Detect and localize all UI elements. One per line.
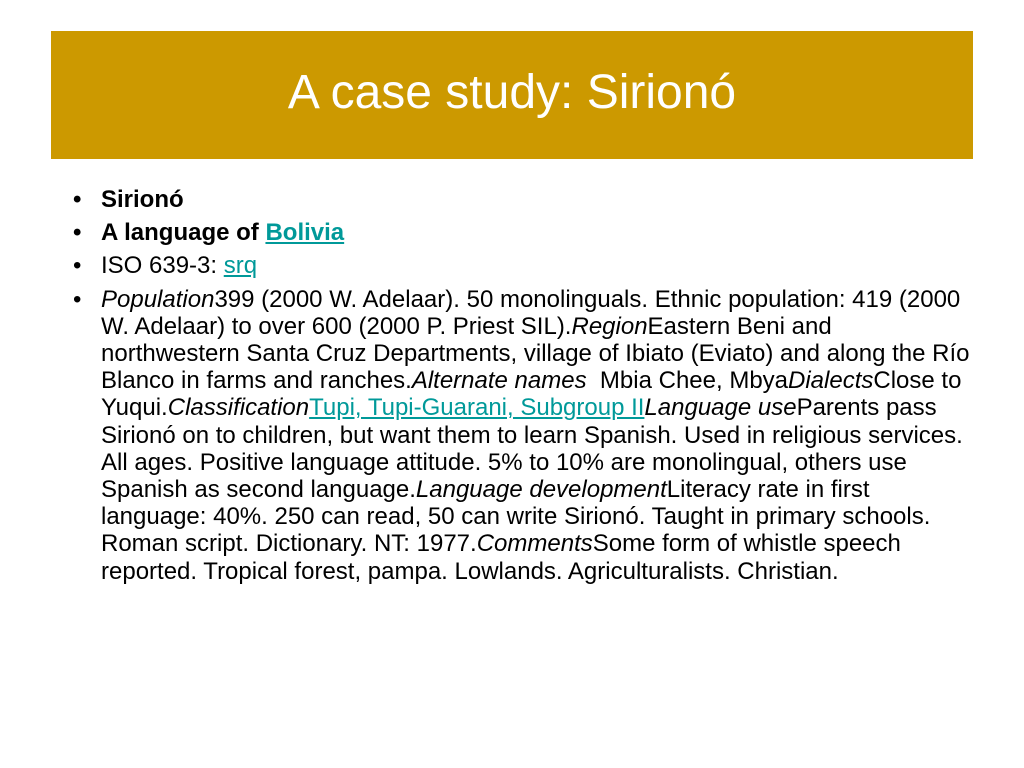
population-text: 399 (2000 W. Adelaar). 50 monolinguals. Ethnic population: 419 (2000 W. Adelaar) to over 600 (2000 P. Priest SIL). <box>101 285 961 340</box>
title-bar <box>51 31 973 159</box>
comments-text: Some form of whistle speech reported. Tropical forest, pampa. Lowlands. Agriculturalists. Christian. <box>101 530 901 585</box>
language-development-text: Literacy rate in first language: 40%. 250 can read, 50 can write Sirionó. Taught in primary schools. Roman script. Dictionary. NT: 1977. <box>101 476 931 558</box>
bullet-country-text: A language of <box>101 219 266 247</box>
bolivia-link[interactable]: Bolivia <box>265 219 345 247</box>
comments-label: Comments <box>476 530 593 558</box>
bullet-list <box>70 186 970 585</box>
bullet-country <box>70 219 970 246</box>
language-development-label: Language development <box>415 476 667 504</box>
bullet-iso-code <box>70 252 970 279</box>
alternate-names-label: Alternate names <box>411 367 587 395</box>
dialects-label: Dialects <box>788 367 874 395</box>
alternate-names-text: Mbia Chee, Mbya <box>586 367 789 395</box>
bullet-iso-code-text: ISO 639-3: <box>101 252 224 280</box>
srq-link[interactable]: srq <box>223 252 258 280</box>
classification-link[interactable]: Tupi, Tupi-Guarani, Subgroup II <box>309 394 645 422</box>
region-text: Eastern Beni and northwestern Santa Cruz Departments, village of Ibiato (Eviato) and along the Río Blanco in farms and ranches. <box>101 312 970 395</box>
bullet-language-name-text: Sirionó <box>101 186 184 213</box>
bullet-language-name <box>70 186 970 213</box>
classification-label: Classification <box>167 394 310 422</box>
region-label: Region <box>571 312 648 340</box>
bullet-details <box>70 286 970 585</box>
slide-title: A case study: Sirionó <box>287 66 737 119</box>
language-use-label: Language use <box>644 394 797 422</box>
population-label: Population <box>101 285 215 313</box>
language-use-text: Parents pass Sirionó on to children, but want them to learn Spanish. Used in religious services. All ages. Positive language attitude. 5% to 10% are monolingual, others use Spanish as second language. <box>101 394 963 504</box>
dialects-text: Close to Yuqui. <box>101 367 962 422</box>
slide-content <box>70 186 970 591</box>
